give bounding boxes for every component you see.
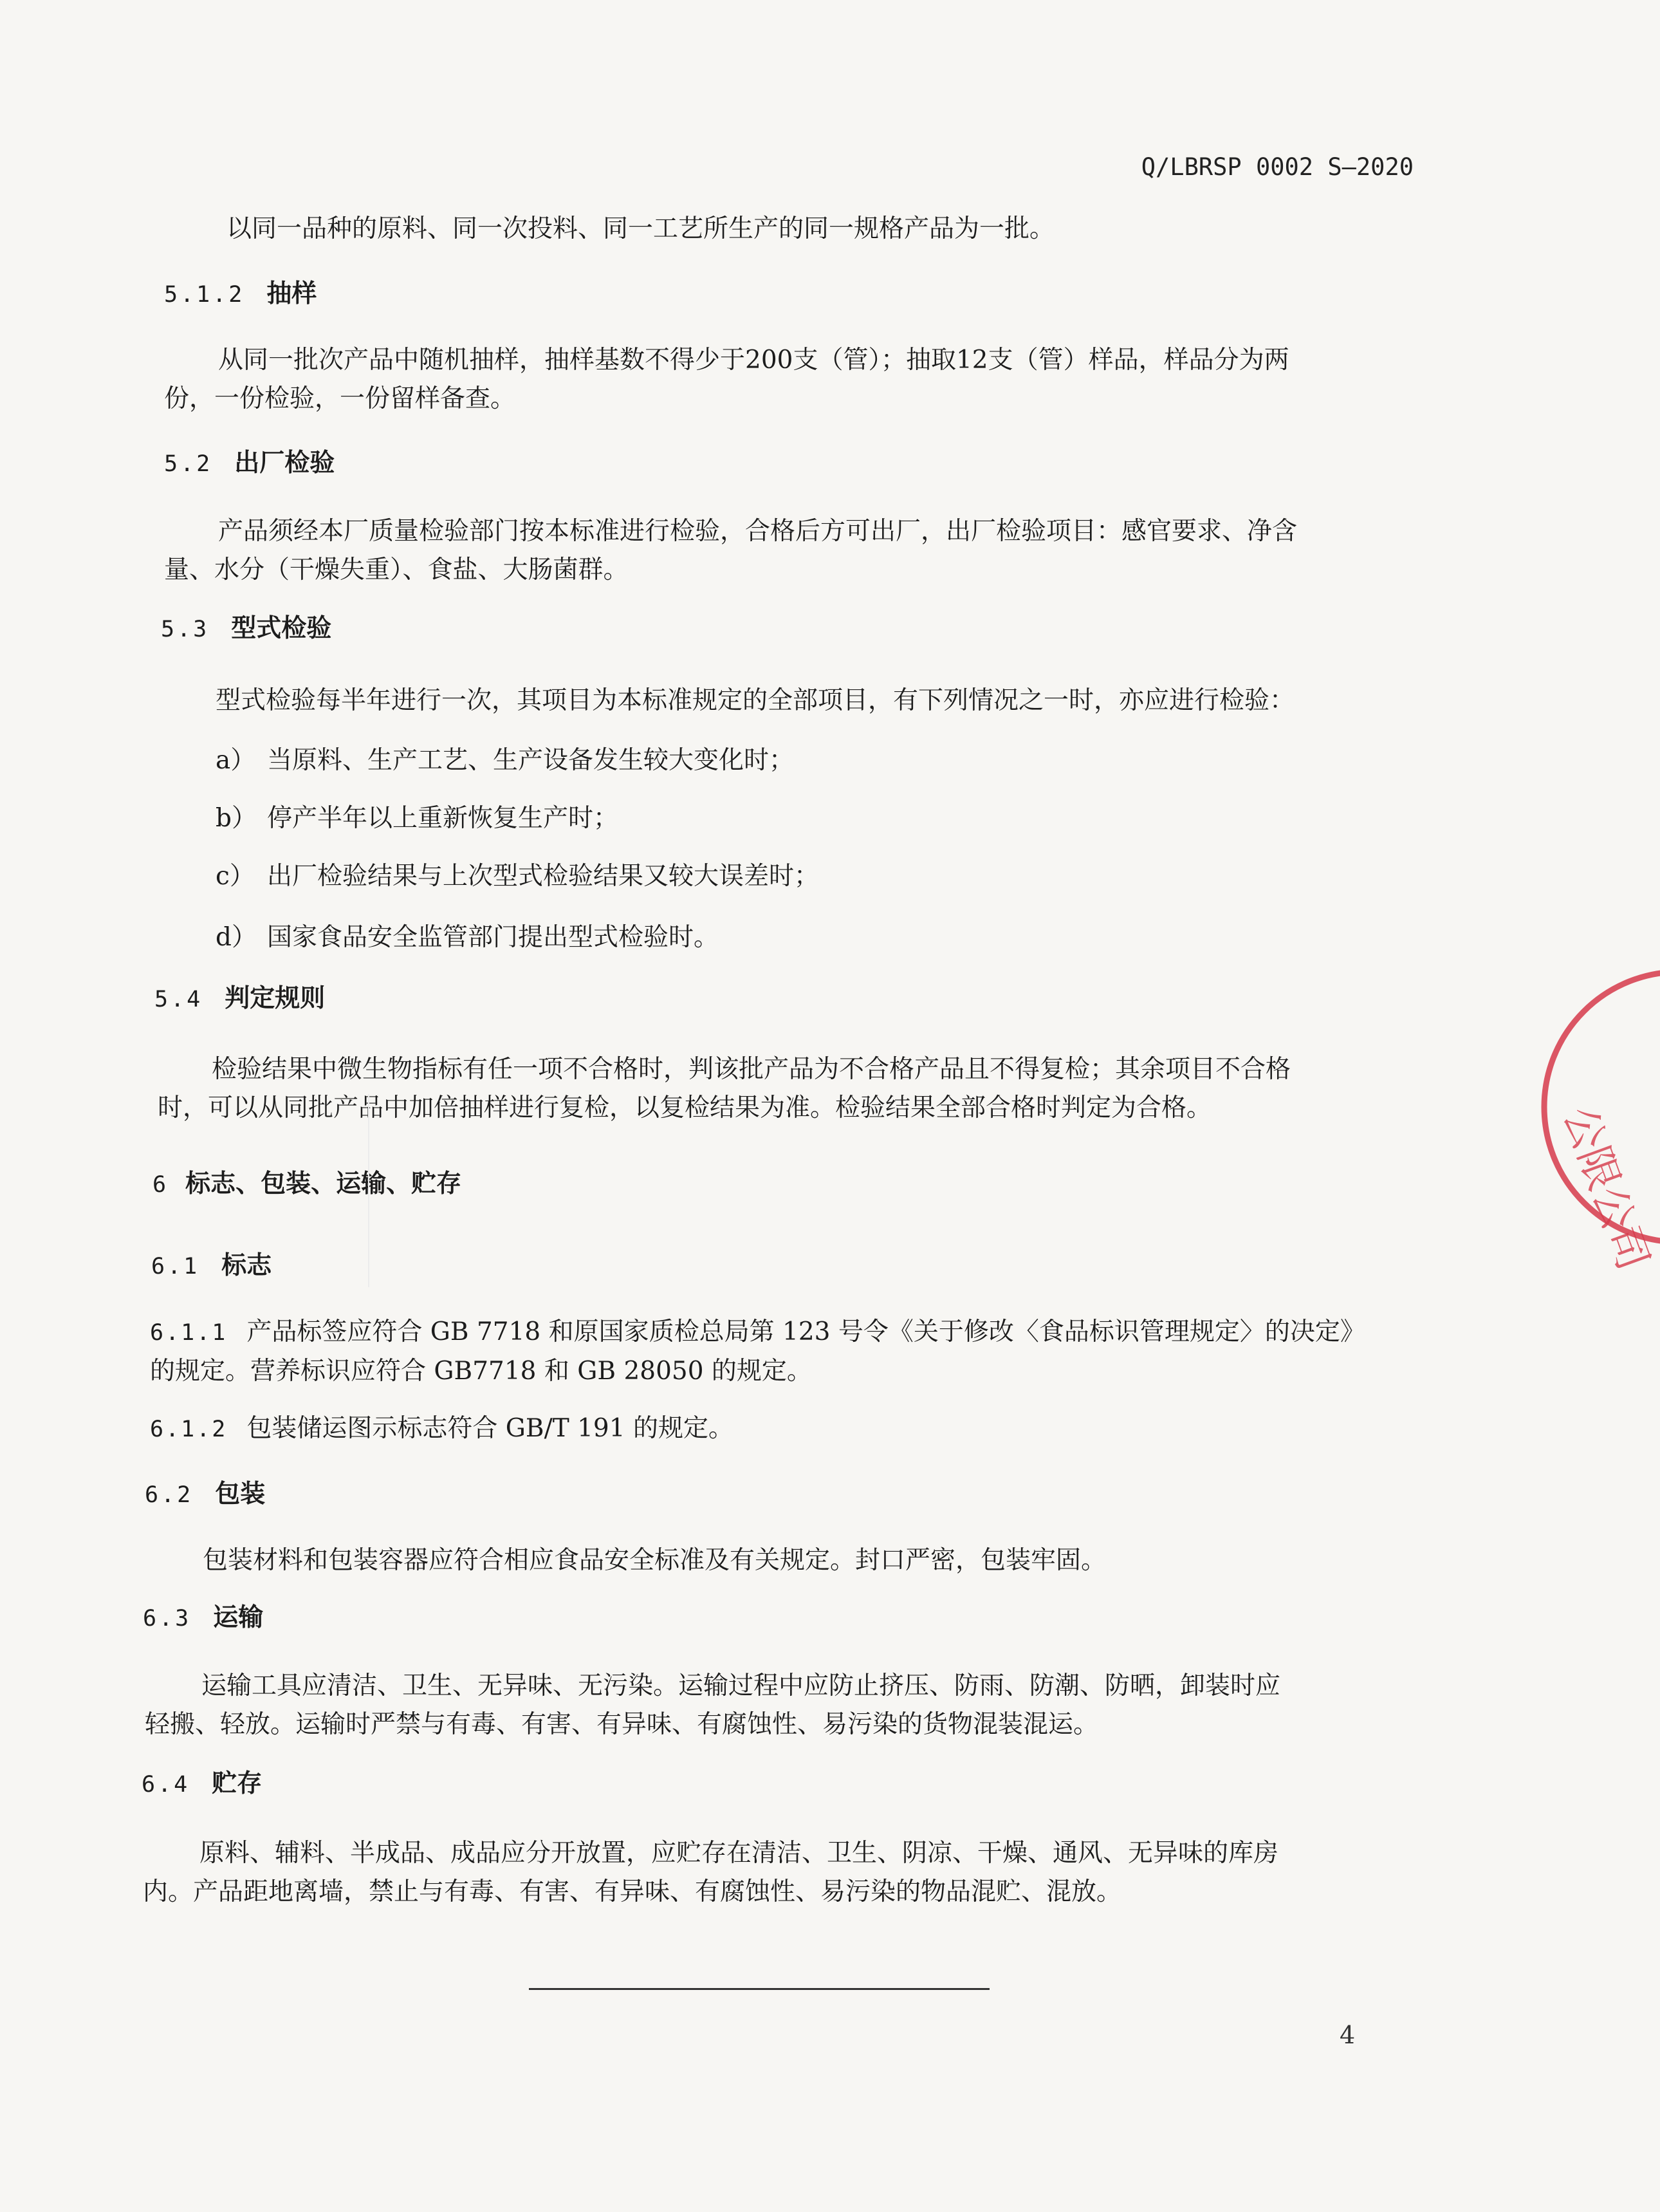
clause-text: 产品标签应符合 GB 7718 和原国家质检总局第 123 号令《关于修改〈食品标识管理规定〉的决定》 [246,1317,1365,1346]
section-number: 5.2 [164,451,213,477]
section-6-4-paragraph [143,1834,1550,1911]
section-title: 判定规则 [225,984,326,1013]
list-item-b [216,798,1550,834]
scan-artifact-line [368,1094,369,1287]
list-marker: c） [216,862,255,891]
section-number: 6.1 [151,1254,200,1279]
section-number: 5.4 [154,987,203,1012]
clause-6-1-2 [150,1409,1550,1449]
document-code: Q/LBRSP 0002 S—2020 [1141,153,1414,181]
chapter-6-heading [152,1164,1550,1200]
list-item-c [216,856,1550,892]
clause-6-1-1 [150,1313,1550,1391]
section-title: 标志 [221,1251,272,1280]
list-text: 停产半年以上重新恢复生产时； [267,804,619,833]
paragraph-line: 包装材料和包装容器应符合相应食品安全标准及有关规定。封口严密，包装牢固。 [203,1546,1107,1575]
list-item-d [216,917,1550,953]
page-number: 4 [1340,2021,1356,2049]
list-text: 当原料、生产工艺、生产设备发生较大变化时； [267,746,795,775]
chapter-title: 标志、包装、运输、贮存 [185,1169,462,1198]
clause-text-continued: 的规定。营养标识应符合 GB7718 和 GB 28050 的规定。 [150,1357,812,1386]
section-5-2-paragraph [164,512,1550,590]
paragraph-line: 原料、辅料、半成品、成品应分开放置，应贮存在清洁、卫生、阴凉、干燥、通风、无异味的库房 [199,1839,1279,1868]
section-6-2-heading [145,1474,1550,1510]
section-number: 5.1.2 [164,282,245,308]
section-6-1-heading [151,1245,1550,1281]
clause-number: 6.1.2 [150,1417,228,1442]
list-marker: b） [216,804,257,833]
section-5-1-2-heading [164,274,1550,310]
section-number: 6.4 [142,1772,190,1798]
section-6-2-paragraph [203,1541,1550,1580]
list-text: 出厂检验结果与上次型式检验结果又较大误差时； [267,862,820,891]
section-title: 贮存 [212,1769,263,1798]
section-title: 包装 [215,1480,266,1509]
clause-text: 包装储运图示标志符合 GB/T 191 的规定。 [246,1414,733,1443]
chapter-number: 6 [152,1172,169,1198]
paragraph-line: 型式检验每半年进行一次，其项目为本标准规定的全部项目，有下列情况之一时，亦应进行检验： [216,686,1295,715]
section-5-4-paragraph [158,1050,1550,1128]
paragraph-line: 检验结果中微生物指标有任一项不合格时，判该批产品为不合格产品且不得复检；其余项目不合格 [212,1055,1291,1084]
section-number: 5.3 [161,617,210,642]
paragraph-line: 从同一批次产品中随机抽样，抽样基数不得少于200支（管）；抽取12支（管）样品，样品分为两 [218,346,1289,375]
section-5-3-heading [161,608,1550,644]
end-of-content-rule [529,1988,990,1990]
section-5-1-2-paragraph [164,341,1550,418]
list-marker: d） [216,923,257,952]
section-5-4-heading [154,978,1550,1014]
section-title: 出厂检验 [234,449,335,478]
list-marker: a） [216,746,256,775]
section-number: 6.3 [143,1606,192,1631]
section-6-4-heading [142,1763,1550,1799]
section-title: 运输 [213,1603,264,1632]
batch-definition-line: 以同一品种的原料、同一次投料、同一工艺所生产的同一规格产品为一批。 [226,214,1055,243]
paragraph-line: 量、水分（干燥失重）、食盐、大肠菌群。 [164,555,629,584]
paragraph-line: 运输工具应清洁、卫生、无异味、无污染。运输过程中应防止挤压、防雨、防潮、防晒，卸装时应 [201,1671,1281,1700]
batch-definition-paragraph [226,210,1550,248]
section-5-3-intro [216,682,1550,720]
company-seal-stamp [1467,965,1660,1277]
section-6-3-paragraph [145,1667,1550,1744]
section-6-3-heading [143,1597,1550,1633]
clause-number: 6.1.1 [150,1320,228,1346]
seal-text: 公限公司 [1553,1100,1659,1277]
paragraph-line: 轻搬、轻放。运输时严禁与有毒、有害、有异味、有腐蚀性、易污染的货物混装混运。 [145,1710,1099,1739]
section-5-2-heading [164,443,1550,479]
paragraph-line: 份，一份检验，一份留样备查。 [164,384,516,413]
list-item-a [216,740,1550,776]
section-number: 6.2 [145,1482,194,1508]
paragraph-line: 产品须经本厂质量检验部门按本标准进行检验，合格后方可出厂，出厂检验项目：感官要求、净含 [218,517,1298,546]
section-title: 型式检验 [231,614,332,643]
paragraph-line: 内。产品距地离墙，禁止与有毒、有害、有异味、有腐蚀性、易污染的物品混贮、混放。 [143,1877,1122,1906]
paragraph-line: 时，可以从同批产品中加倍抽样进行复检，以复检结果为准。检验结果全部合格时判定为合格。 [158,1093,1212,1122]
list-text: 国家食品安全监管部门提出型式检验时。 [267,923,719,952]
section-title: 抽样 [266,279,317,308]
